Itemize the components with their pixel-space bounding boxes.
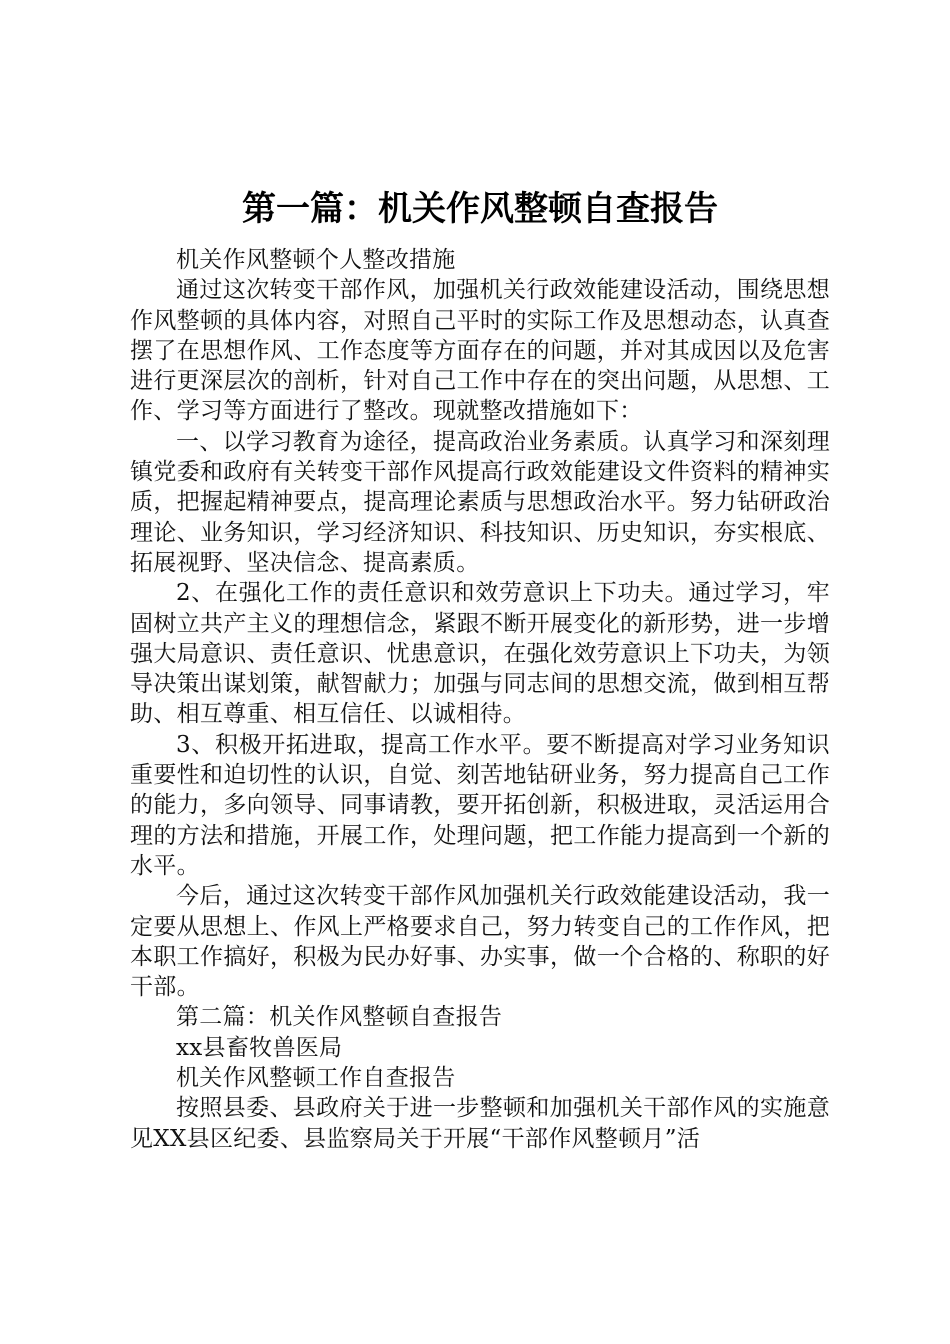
document-page [130,183,830,1154]
document-title: 第一篇：机关作风整顿自查报告 [242,189,718,229]
conclusion-paragraph: 今后，通过这次转变干部作风加强机关行政效能建设活动，我一定要从思想上、作风上严格要求自己，努力转变自己的工作作风，把本职工作搞好，积极为民办好事、办实事，做一个合格的、称职的好干部。 [130,883,830,1001]
intro-paragraph: 通过这次转变干部作风，加强机关行政效能建设活动，围绕思想作风整顿的具体内容，对照自己平时的实际工作及思想动态，认真查摆了在思想作风、工作态度等方面存在的问题，并对其成因以及危害进行更深层次的剖析，针对自己工作中存在的突出问题，从思想、工作、学习等方面进行了整改。现就整改措施如下： [130,277,830,425]
bureau-name: xx县畜牧兽医局 [176,1034,343,1061]
measure-2-paragraph: 2、在强化工作的责任意识和效劳意识上下功夫。通过学习，牢固树立共产主义的理想信念，紧跟不断开展变化的新形势，进一步增强大局意识、责任意识、忧患意识，在强化效劳意识上下功夫，为领导决策出谋划策，献智献力；加强与同志间的思想交流，做到相互帮助、相互尊重、相互信任、以诚相待。 [130,580,830,728]
measure-3-paragraph: 3、积极开拓进取，提高工作水平。要不断提高对学习业务知识重要性和迫切性的认识，自觉、刻苦地钻研业务，努力提高自己工作的能力，多向领导、同事请教，要开拓创新，积极进取，灵活运用合理的方法和措施，开展工作，处理问题，把工作能力提高到一个新的水平。 [130,731,830,879]
measure-1-paragraph: 一、以学习教育为途径，提高政治业务素质。认真学习和深刻理镇党委和政府有关转变干部作风提高行政效能建设文件资料的精神实质，把握起精神要点，提高理论素质与思想政治水平。努力钻研政治理论、业务知识，学习经济知识、科技知识、历史知识，夯实根底、拓展视野、坚决信念、提高素质。 [130,428,830,576]
subtitle-personal-measures: 机关作风整顿个人整改措施 [176,247,456,273]
report-subtitle: 机关作风整顿工作自查报告 [176,1065,456,1092]
second-article-heading: 第二篇：机关作风整顿自查报告 [176,1004,503,1031]
report-opening-paragraph: 按照县委、县政府关于进一步整顿和加强机关干部作风的实施意见XX县区纪委、县监察局关于开展“干部作风整顿月”活 [130,1095,830,1152]
